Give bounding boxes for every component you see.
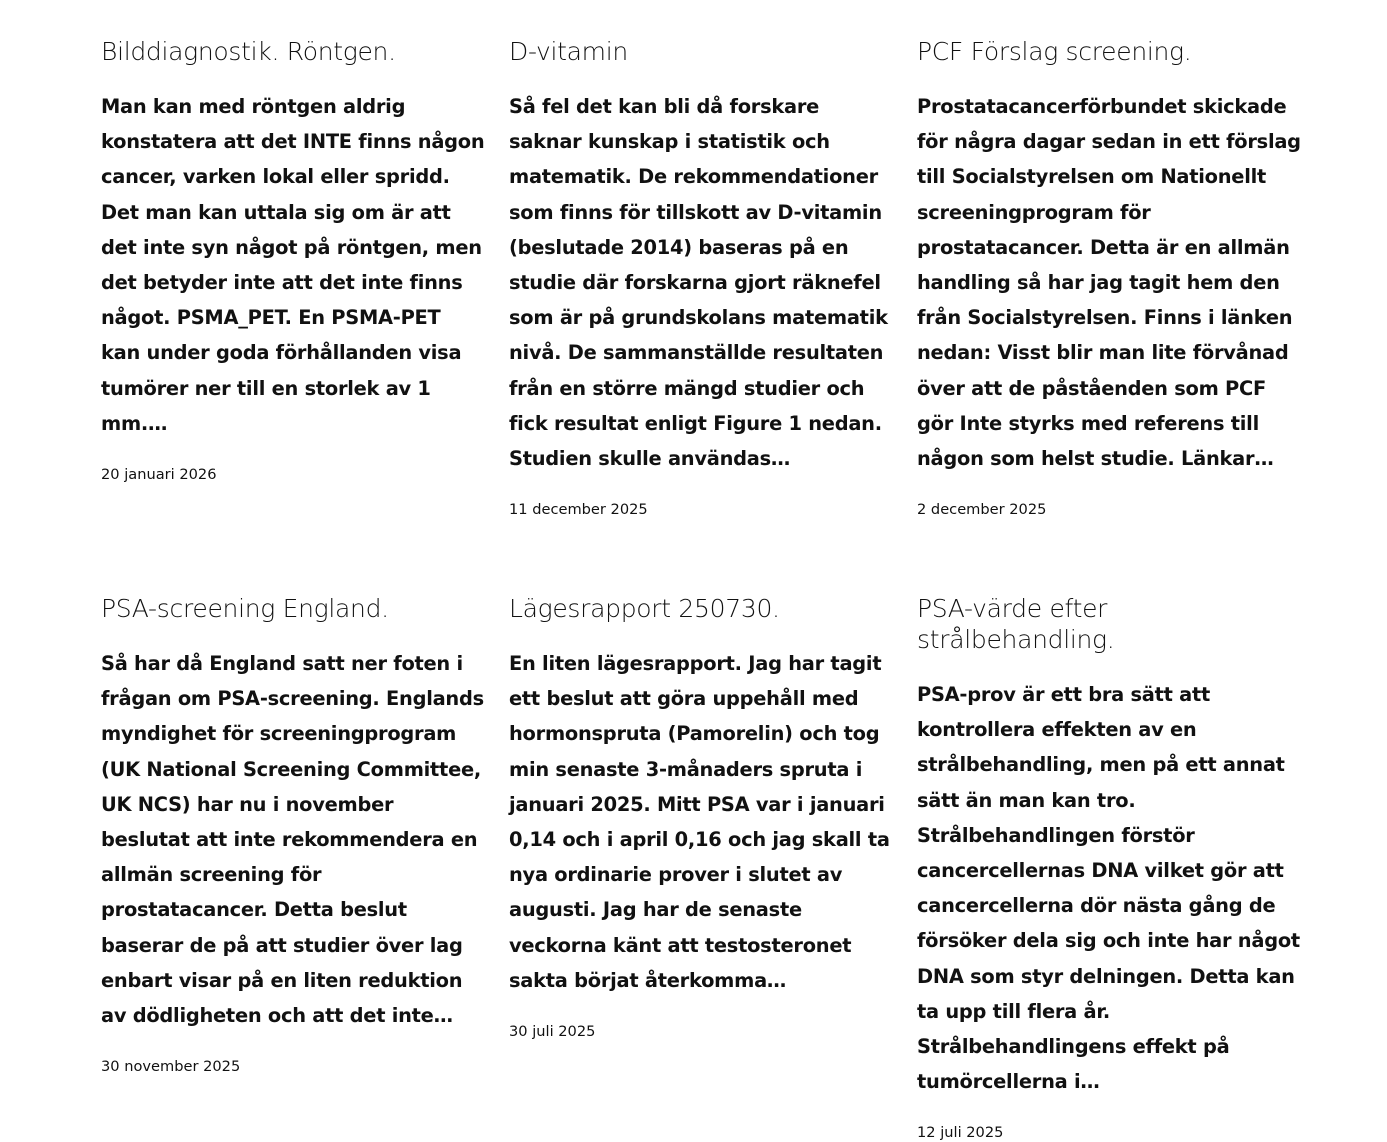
post-date: 2 december 2025	[917, 501, 1047, 519]
post-date: 12 juli 2025	[917, 1124, 1004, 1142]
post-card	[509, 36, 893, 519]
post-date: 30 november 2025	[101, 1058, 241, 1076]
post-date: 20 januari 2026	[101, 466, 217, 484]
post-title-link[interactable]: PSA-screening England.	[101, 594, 389, 623]
post-date: 11 december 2025	[509, 501, 648, 519]
post-excerpt: Prostatacancerförbundet skickade för några dagar sedan in ett förslag till Socialstyrelsen om Nationellt screeningprogram för prostatacancer. Detta är en allmän handling så har jag tagit hem den från Socialstyrelsen. Finns i länken nedan: Visst blir man lite förvånad över att de påståenden som PCF gör Inte styrks med referens till någon som helst studie. Länkar…	[917, 95, 1301, 471]
post-date: 30 juli 2025	[509, 1023, 596, 1041]
post-title-link[interactable]: D-vitamin	[509, 37, 628, 66]
post-excerpt: Man kan med röntgen aldrig konstatera att det INTE finns någon cancer, varken lokal eller spridd. Det man kan uttala sig om är att det inte syn något på röntgen, men det betyder inte att det inte finns något. PSMA_PET. En PSMA-PET kan under goda förhållanden visa tumörer ner till en storlek av 1 mm.…	[101, 95, 485, 435]
post-card	[917, 36, 1301, 519]
post-title-link[interactable]: PCF Förslag screening.	[917, 37, 1192, 66]
post-title-link[interactable]: Lägesrapport 250730.	[509, 594, 780, 623]
post-excerpt: Så har då England satt ner foten i frågan om PSA-screening. Englands myndighet för screeningprogram (UK National Screening Committee, UK NCS) har nu i november beslutat att inte rekommendera en allmän screening för prostatacancer. Detta beslut baserar de på att studier över lag enbart visar på en liten reduktion av dödligheten och att det inte…	[101, 652, 484, 1028]
post-excerpt: En liten lägesrapport. Jag har tagit ett beslut att göra uppehåll med hormonspruta (Pamorelin) och tog min senaste 3-månaders spruta i januari 2025. Mitt PSA var i januari 0,14 och i april 0,16 och jag skall ta nya ordinarie prover i slutet av augusti. Jag har de senaste veckorna känt att testosteronet sakta börjat återkomma…	[509, 652, 890, 992]
post-excerpt: PSA-prov är ett bra sätt att kontrollera effekten av en strålbehandling, men på ett annat sätt än man kan tro. Strålbehandlingen förstör cancercellernas DNA vilket gör att cancercellerna dör nästa gång de försöker dela sig och inte har något DNA som styr delningen. Detta kan ta upp till flera år. Strålbehandlingens effekt på tumörcellerna i…	[917, 683, 1300, 1094]
post-card	[509, 593, 893, 1041]
post-title-link[interactable]: Bilddiagnostik. Röntgen.	[101, 37, 396, 66]
post-card	[101, 593, 485, 1076]
post-card	[917, 593, 1301, 1142]
post-excerpt: Så fel det kan bli då forskare saknar kunskap i statistik och matematik. De rekommendationer som finns för tillskott av D-vitamin (beslutade 2014) baseras på en studie där forskarna gjort räknefel som är på grundskolans matematik nivå. De sammanställde resultaten från en större mängd studier och fick resultat enligt Figure 1 nedan. Studien skulle användas…	[509, 95, 888, 471]
post-card	[101, 36, 485, 484]
post-title-link[interactable]: PSA-värde efter strålbehandling.	[917, 594, 1115, 654]
